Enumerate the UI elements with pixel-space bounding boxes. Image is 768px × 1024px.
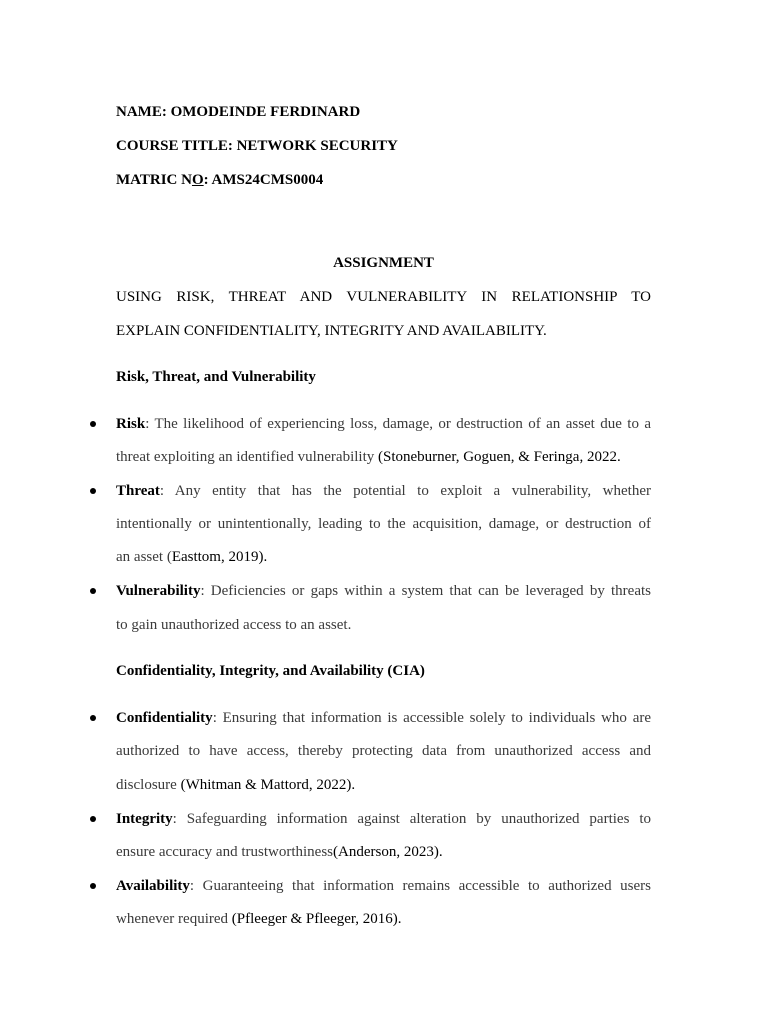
matric-prefix: MATRIC N	[116, 172, 192, 188]
question-line-1: USING RISK, THREAT AND VULNERABILITY IN RELATIONSHIP TO	[116, 289, 651, 305]
integrity-definition-line-2	[116, 842, 443, 862]
section-heading-cia: Confidentiality, Integrity, and Availability (CIA)	[116, 663, 425, 679]
threat-definition-line-1	[116, 481, 651, 501]
risk-definition-line-2	[116, 447, 621, 467]
availability-definition-line-1	[116, 876, 651, 896]
integrity-text-2: ensure accuracy and trustworthiness	[116, 844, 334, 860]
threat-definition-line-2: intentionally or unintentionally, leading to the acquisition, damage, or destruction of	[116, 516, 651, 532]
confidentiality-definition-line-3	[116, 775, 355, 795]
confidentiality-definition-line-2: authorized to have access, thereby protecting data from unauthorized access and	[116, 743, 651, 759]
confidentiality-term: Confidentiality	[116, 710, 213, 726]
student-name: NAME: OMODEINDE FERDINARD	[116, 104, 361, 120]
availability-text-1: : Guaranteeing that information remains accessible to authorized users	[189, 878, 651, 894]
integrity-text-1: : Safeguarding information against alteration by unauthorized parties to	[172, 811, 651, 827]
bullet-threat	[90, 488, 96, 494]
risk-term: Risk	[116, 416, 146, 432]
integrity-definition-line-1	[116, 809, 651, 829]
bullet-vulnerability	[90, 588, 96, 594]
risk-text-1: : The likelihood of experiencing loss, damage, or destruction of an asset due to a	[145, 416, 651, 432]
risk-citation: (Stoneburner, Goguen, & Feringa, 2022.	[378, 449, 621, 465]
availability-definition-line-2	[116, 909, 402, 929]
risk-text-2: threat exploiting an identified vulnerability	[116, 449, 379, 465]
confidentiality-citation: (Whitman & Mattord, 2022).	[180, 777, 356, 793]
matric-underlined-letter: O	[191, 172, 204, 188]
threat-term: Threat	[116, 483, 160, 499]
matric-number	[116, 170, 323, 190]
threat-text-3: an asset (	[116, 549, 172, 565]
confidentiality-definition-line-1	[116, 708, 651, 728]
threat-citation: Easttom, 2019).	[171, 549, 268, 565]
threat-text-1: : Any entity that has the potential to exploit a vulnerability, whether	[159, 483, 651, 499]
bullet-integrity	[90, 816, 96, 822]
course-title: COURSE TITLE: NETWORK SECURITY	[116, 138, 398, 154]
vulnerability-term: Vulnerability	[116, 583, 201, 599]
integrity-citation: (Anderson, 2023).	[333, 844, 443, 860]
availability-term: Availability	[116, 878, 190, 894]
matric-value: : AMS24CMS0004	[203, 172, 324, 188]
question-line-2: EXPLAIN CONFIDENTIALITY, INTEGRITY AND AVAILABILITY.	[116, 323, 547, 339]
availability-text-2: whenever required	[116, 911, 232, 927]
integrity-term: Integrity	[116, 811, 173, 827]
vulnerability-definition-line-1	[116, 581, 651, 601]
risk-definition-line-1	[116, 414, 651, 434]
availability-citation: (Pfleeger & Pfleeger, 2016).	[231, 911, 402, 927]
confidentiality-text-1: : Ensuring that information is accessible solely to individuals who are	[212, 710, 651, 726]
bullet-risk	[90, 421, 96, 427]
bullet-availability	[90, 883, 96, 889]
section-heading-rtv: Risk, Threat, and Vulnerability	[116, 369, 316, 385]
assignment-heading: ASSIGNMENT	[333, 255, 434, 271]
confidentiality-text-3: disclosure	[116, 777, 181, 793]
threat-definition-line-3	[116, 547, 267, 567]
vulnerability-definition-line-2: to gain unauthorized access to an asset.	[116, 617, 352, 633]
bullet-confidentiality	[90, 715, 96, 721]
vulnerability-text-1: : Deficiencies or gaps within a system that can be leveraged by threats	[200, 583, 651, 599]
